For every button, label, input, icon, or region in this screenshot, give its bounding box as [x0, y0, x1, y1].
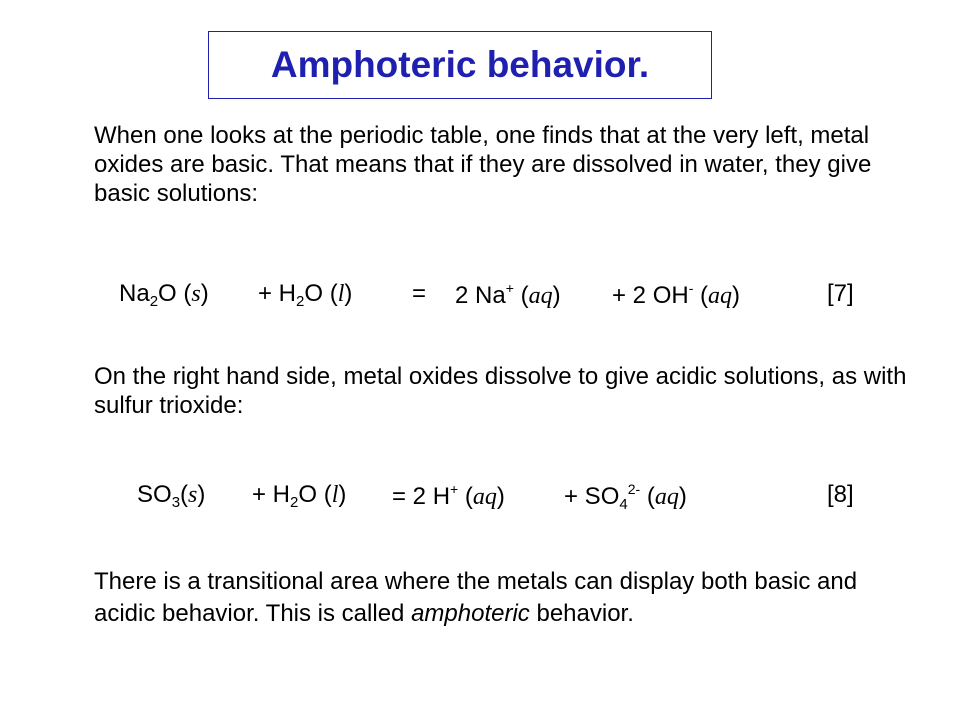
eq8-plus-h: + H [252, 481, 291, 508]
eq8-state-aq-2: aq [654, 484, 679, 510]
eq7-na-coef: 2 Na [455, 282, 506, 309]
eq7-state-aq-1: aq [528, 283, 553, 309]
eq8-plus-so: + SO [564, 483, 620, 510]
eq8-product-h [392, 481, 505, 511]
eq8-state-l: l [331, 482, 339, 508]
eq7-oh-sup: - [688, 280, 694, 296]
eq8-h-sub: 2 [290, 494, 299, 511]
eq7-na: Na [119, 280, 150, 307]
eq7-plus-h: + H [258, 280, 297, 307]
eq8-open-s: ( [180, 481, 189, 508]
eq7-na-sup: + [505, 280, 514, 296]
eq7-aq-close-1: ) [552, 282, 561, 309]
eq8-so4-sup: 2- [627, 481, 641, 497]
eq7-na-sub: 2 [149, 293, 159, 310]
eq8-product-so4 [564, 481, 687, 513]
eq8-label: [8] [827, 481, 854, 508]
eq8-so3-sub: 3 [171, 494, 181, 511]
amphoteric-emphasis: amphoteric [411, 600, 530, 627]
eq7-aq-open-1: ( [520, 282, 529, 309]
eq8-close-l: ) [338, 481, 347, 508]
eq7-label: [7] [827, 280, 854, 307]
paragraph-acidic: On the right hand side, metal oxides dissolve to give acidic solutions, as with sulfur trioxide: [94, 363, 907, 419]
eq8-so4-sub: 4 [619, 496, 628, 513]
paragraph-amphoteric-text: There is a transitional area where the metals can display both basic and acidic behavior. This is called [94, 568, 858, 627]
title-box [208, 31, 712, 99]
eq7-plus-oh: + 2 OH [612, 282, 689, 309]
slide-title: Amphoteric behavior. [270, 44, 650, 85]
eq7-product-oh [612, 280, 740, 310]
eq7-state-l: l [337, 281, 345, 307]
eq7-product-na [455, 280, 561, 310]
eq7-state-aq-2: aq [708, 283, 733, 309]
eq7-state-s: s [191, 281, 201, 307]
eq7-aq-close-2: ) [732, 282, 741, 309]
eq8-equals-h: = 2 H [392, 483, 451, 510]
eq8-state-aq-1: aq [472, 484, 497, 510]
eq7-o-open: O ( [158, 280, 192, 307]
eq8-aq-open-2: ( [646, 483, 655, 510]
eq8-aq-close-2: ) [678, 483, 687, 510]
eq7-reactant-h2o [258, 280, 352, 310]
eq7-h-sub: 2 [296, 293, 305, 310]
eq7-o-open-2: O ( [304, 280, 338, 307]
eq8-aq-close-1: ) [496, 483, 505, 510]
eq7-close-1: ) [200, 280, 209, 307]
eq8-so: SO [137, 481, 172, 508]
eq8-aq-open-1: ( [464, 483, 473, 510]
eq8-h-sup: + [450, 481, 459, 497]
eq7-close-2: ) [344, 280, 353, 307]
eq7-reactant-na2o [119, 280, 209, 310]
eq7-aq-open-2: ( [700, 282, 709, 309]
paragraph-amphoteric [94, 566, 914, 630]
eq8-close-s: ) [197, 481, 206, 508]
eq8-state-s: s [188, 482, 198, 508]
eq8-reactant-h2o [252, 481, 346, 511]
eq8-reactant-so3 [137, 481, 205, 511]
paragraph-amphoteric-end: behavior. [529, 600, 634, 627]
eq7-equals: = [412, 280, 427, 307]
paragraph-intro: When one looks at the periodic table, one finds that at the very left, metal oxides are basic. That means that if they are dissolved in water, they give basic solutions: [94, 122, 872, 207]
eq8-o-open: O ( [298, 481, 332, 508]
